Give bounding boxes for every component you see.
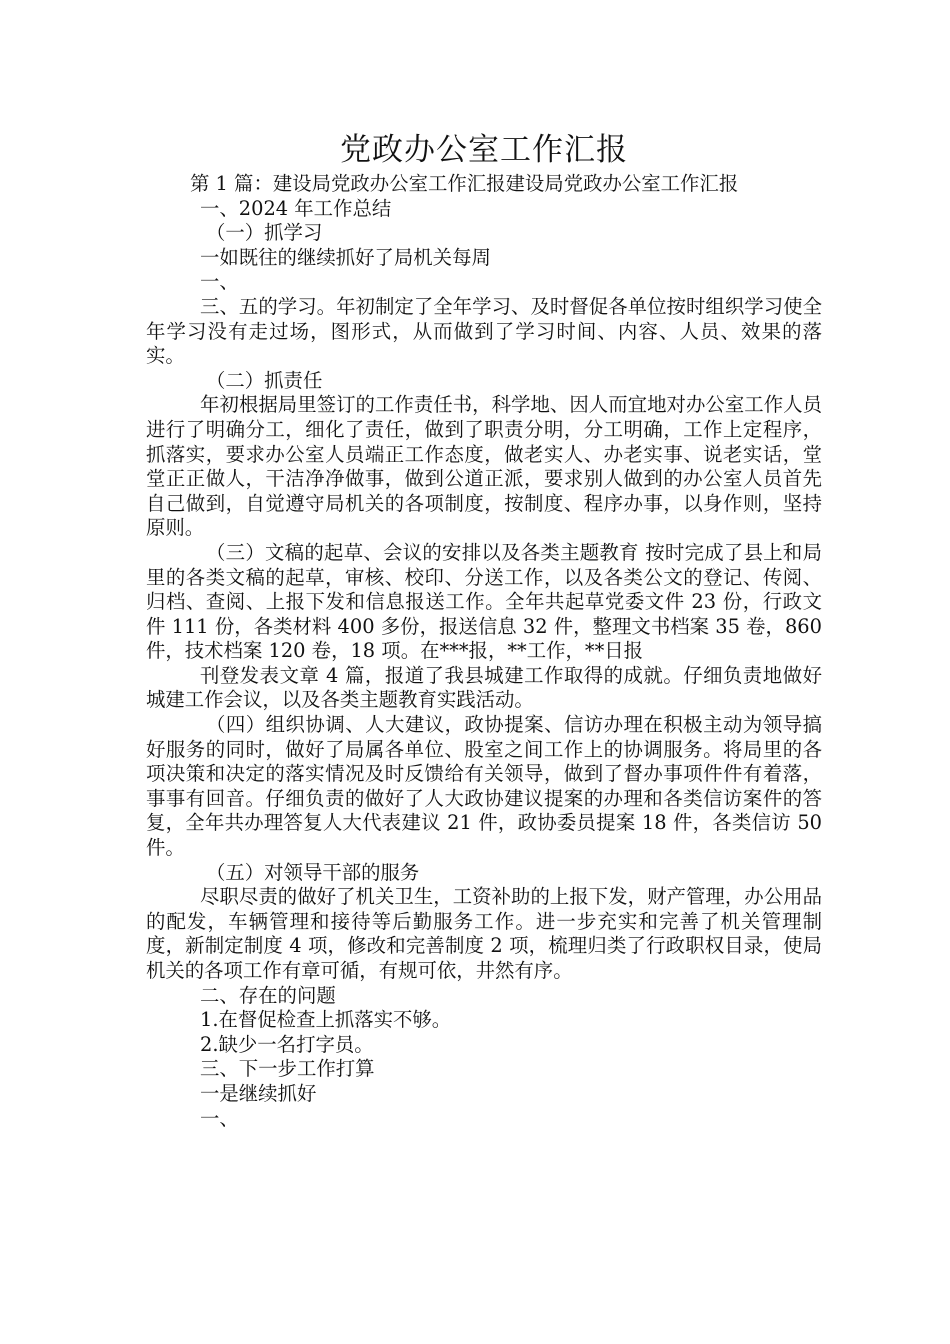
section-heading-1: 一、2024 年工作总结 — [200, 196, 392, 220]
paragraph: 刊登发表文章 4 篇，报道了我县城建工作取得的成就。仔细负责地做好城建工作会议，以及各类主题教育实践活动。 — [146, 663, 822, 712]
document-title: 党政办公室工作汇报 — [340, 132, 628, 168]
paragraph: （三）文稿的起草、会议的安排以及各类主题教育 按时完成了县上和局里的各类文稿的起草，审核、校印、分送工作，以及各类公文的登记、传阅、归档、查阅、上报下发和信息报送工作。全年共起草党委文件 23 份，行政文件 111 份，各类材料 400 多份，报送信息 32 件，整理文书档案 35 卷，860 件，技术档案 120 卷，18 项。在***报，**工作，**日报 — [146, 540, 822, 663]
list-item: 2.缺少一名打字员。 — [200, 1032, 374, 1056]
subsection-heading-1: （一）抓学习 — [206, 221, 323, 245]
list-item: 1.在督促检查上抓落实不够。 — [200, 1008, 452, 1032]
paragraph: 年初根据局里签订的工作责任书，科学地、因人而宜地对办公室工作人员进行了明确分工，细化了责任，做到了职责分明，分工明确，工作上定程序，抓落实，要求办公室人员端正工作态度，做老实人、办老实事、说老实话，堂堂正正做人，干洁净净做事，做到公道正派，要求别人做到的办公室人员首先自己做到，自觉遵守局机关的各项制度，按制度、程序办事，以身作则，坚持原则。 — [146, 393, 822, 540]
paragraph-line: 一、 — [200, 270, 239, 294]
section-heading-2: 二、存在的问题 — [200, 983, 336, 1007]
paragraph-line: 一如既往的继续抓好了局机关每周 — [200, 245, 491, 269]
paragraph: 尽职尽责的做好了机关卫生，工资补助的上报下发，财产管理，办公用品的配发，车辆管理和接待等后勤服务工作。进一步充实和完善了机关管理制度，新制定制度 4 项，修改和完善制度 2 项，梳理归类了行政职权目录，使局机关的各项工作有章可循，有规可依，井然有序。 — [146, 885, 822, 982]
document-page — [146, 128, 822, 1131]
subsection-heading-2: （二）抓责任 — [206, 368, 323, 392]
section-heading-3: 三、下一步工作打算 — [200, 1057, 375, 1081]
paragraph: 三、五的学习。年初制定了全年学习、及时督促各单位按时组织学习使全年学习没有走过场，图形式，从而做到了学习时间、内容、人员、效果的落实。 — [146, 294, 822, 368]
paragraph-line: 一、 — [200, 1106, 239, 1130]
paragraph: （四）组织协调、人大建议，政协提案、信访办理在积极主动为领导搞好服务的同时，做好了局属各单位、股室之间工作上的协调服务。将局里的各项决策和决定的落实情况及时反馈给有关领导，做到了督办事项件件有着落，事事有回音。仔细负责的做好了人大政协建议提案的办理和各类信访案件的答复，全年共办理答复人大代表建议 21 件，政协委员提案 18 件，各类信访 50 件。 — [146, 713, 822, 860]
paragraph-line: 一是继续抓好 — [200, 1081, 317, 1105]
subsection-heading-5: （五）对领导干部的服务 — [206, 860, 420, 884]
document-subtitle: 第 1 篇：建设局党政办公室工作汇报建设局党政办公室工作汇报 — [190, 172, 739, 195]
